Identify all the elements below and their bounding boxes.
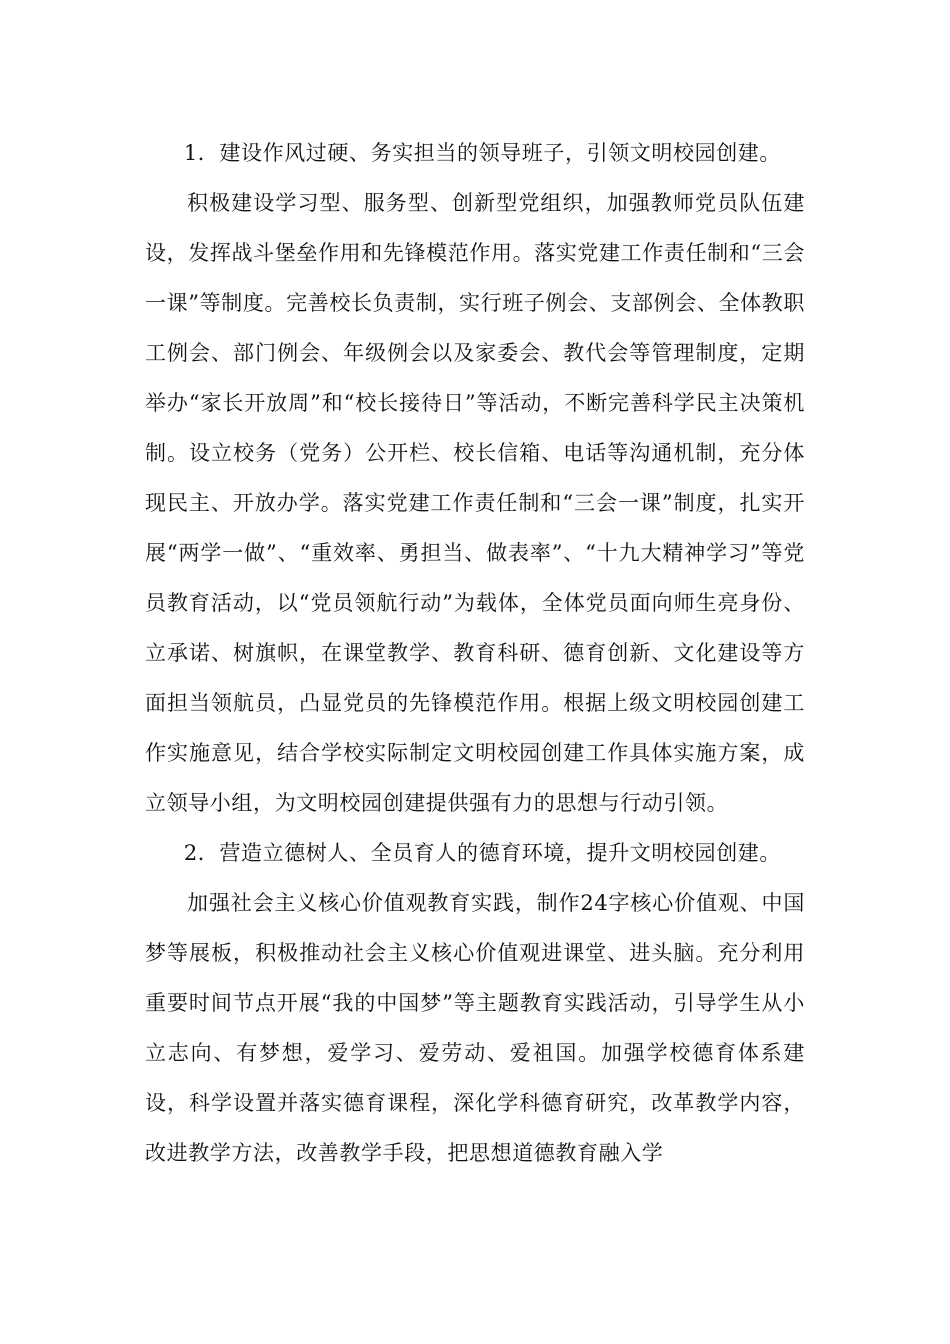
section-1-paragraph: 积极建设学习型、服务型、创新型党组织，加强教师党员队伍建设，发挥战斗堡垒作用和先锋模范作用。落实党建工作责任制和“三会一课”等制度。完善校长负责制，实行班子例会、支部例会、全体教职工例会、部门例会、年级例会以及家委会、教代会等管理制度，定期举办“家长开放周”和“校长接待日”等活动，不断完善科学民主决策机制。设立校务（党务）公开栏、校长信箱、电话等沟通机制，充分体现民主、开放办学。落实党建工作责任制和“三会一课”制度，扎实开展“两学一做”、“重效率、勇担当、做表率”、“十九大精神学习”等党员教育活动，以“党员领航行动”为载体，全体党员面向师生亮身份、立承诺、树旗帜，在课堂教学、教育科研、德育创新、文化建设等方面担当领航员，凸显党员的先锋模范作用。根据上级文明校园创建工作实施意见，结合学校实际制定文明校园创建工作具体实施方案，成立领导小组，为文明校园创建提供强有力的思想与行动引领。: [145, 191, 805, 815]
section-2-heading: 2．营造立德树人、全员育人的德育环境，提升文明校园创建。: [183, 841, 782, 865]
document-body: [145, 128, 805, 1178]
section-2-paragraph: 加强社会主义核心价值观教育实践，制作24字核心价值观、中国梦等展板，积极推动社会主义核心价值观进课堂、进头脑。充分利用重要时间节点开展“我的中国梦”等主题教育实践活动，引导学生从小立志向、有梦想，爱学习、爱劳动、爱祖国。加强学校德育体系建设，科学设置并落实德育课程，深化学科德育研究，改革教学内容，改进教学方法，改善教学手段，把思想道德教育融入学: [145, 891, 805, 1165]
section-1-heading: 1．建设作风过硬、务实担当的领导班子，引领文明校园创建。: [183, 141, 782, 165]
